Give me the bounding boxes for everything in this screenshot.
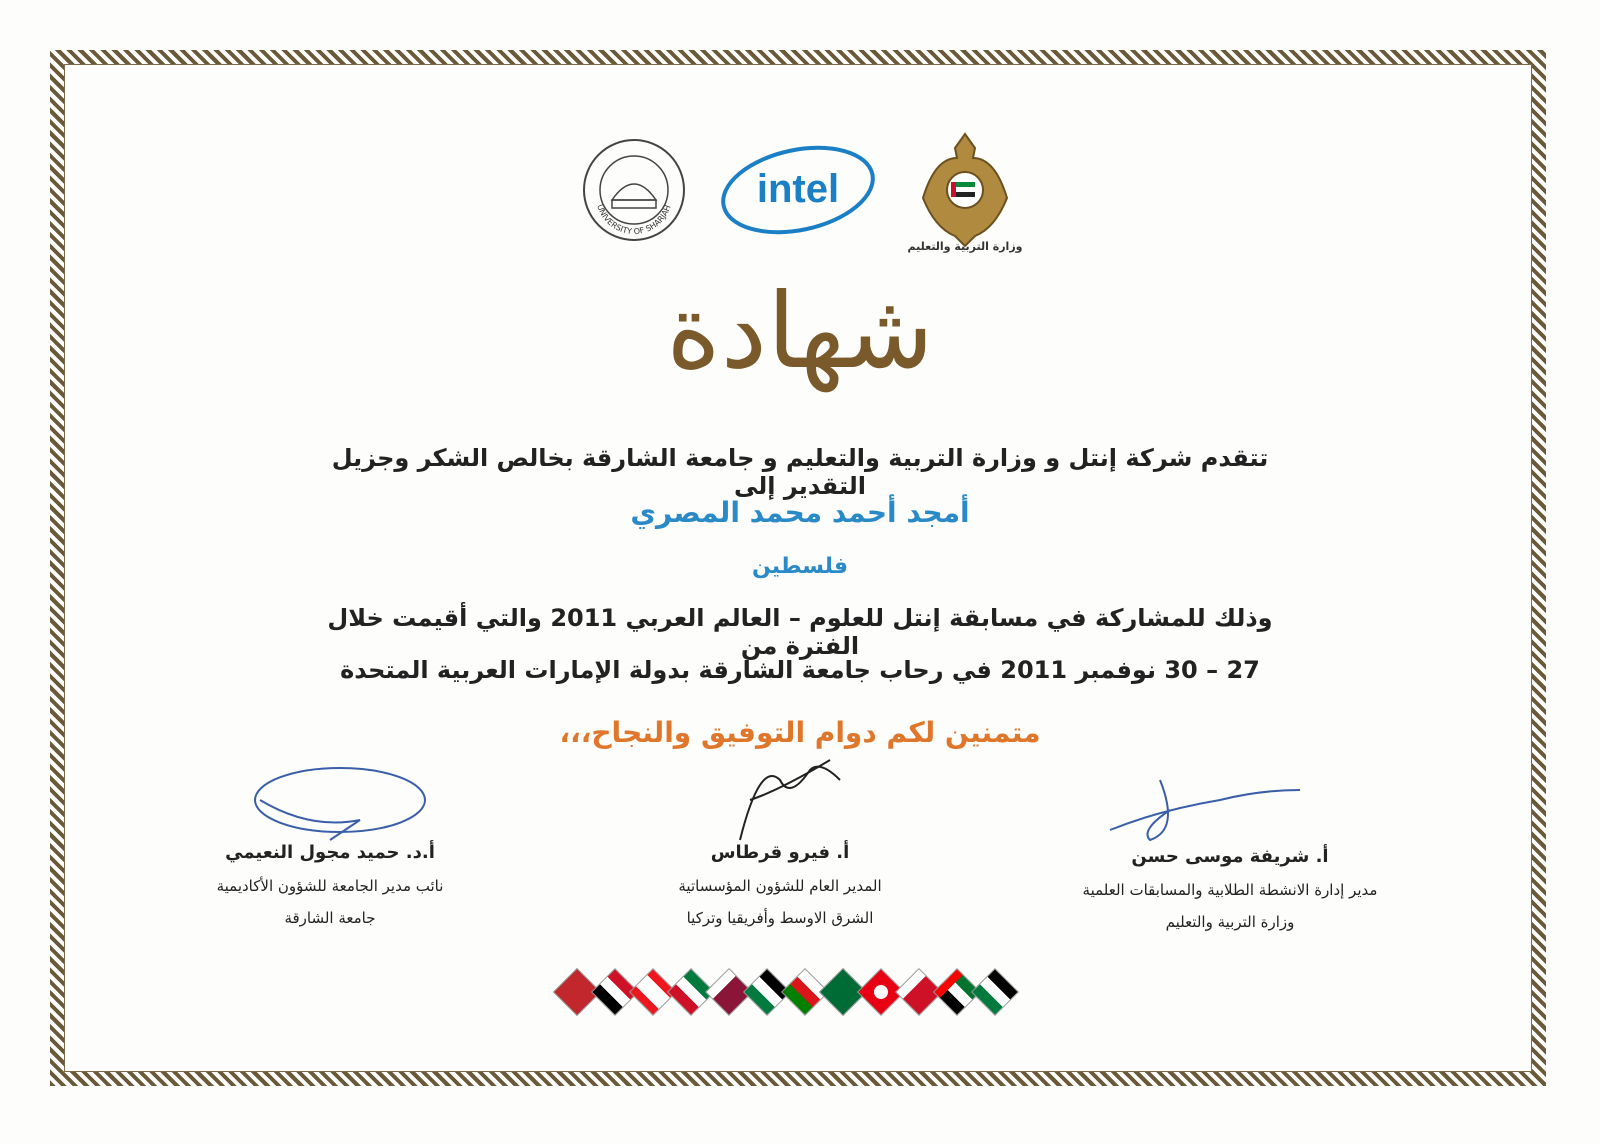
signatory-name: أ. فيرو قرطاس bbox=[710, 842, 850, 863]
jordan-flag-icon bbox=[971, 968, 1019, 1016]
intel-wordmark: intel bbox=[756, 167, 840, 211]
signatory-name: أ.د. حميد مجول النعيمي bbox=[225, 842, 435, 863]
date-location-line: 27 – 30 نوفمبر 2011 في رحاب جامعة الشارقة بدولة الإمارات العربية المتحدة bbox=[340, 656, 1260, 684]
recipient-name: أمجد أحمد محمد المصري bbox=[630, 496, 970, 529]
uae-eagle-emblem bbox=[915, 128, 1015, 256]
participation-line: وذلك للمشاركة في مسابقة إنتل للعلوم – العالم العربي 2011 والتي أقيمت خلال الفترة من bbox=[327, 604, 1273, 660]
intro-line: تتقدم شركة إنتل و وزارة التربية والتعليم و جامعة الشارقة بخالص الشكر وجزيل التقدير إلى bbox=[331, 444, 1269, 500]
signatory-role: نائب مدير الجامعة للشؤون الأكاديمية bbox=[216, 877, 444, 895]
signatory-right bbox=[1060, 846, 1400, 931]
signatory-left bbox=[160, 842, 500, 927]
intel-logo bbox=[718, 140, 878, 240]
signature-center bbox=[720, 740, 860, 850]
recipient-country: فلسطين bbox=[752, 554, 848, 579]
signatory-name: أ. شريفة موسى حسن bbox=[1131, 846, 1329, 867]
signature-left bbox=[240, 760, 440, 850]
signature-right bbox=[1100, 770, 1320, 850]
signatory-org: الشرق الاوسط وأفريقيا وتركيا bbox=[686, 909, 874, 927]
wishes-line: متمنين لكم دوام التوفيق والنجاح،،، bbox=[559, 716, 1041, 749]
ministry-caption: وزارة التربية والتعليم bbox=[907, 240, 1023, 253]
signatory-role: المدير العام للشؤون المؤسساتية bbox=[678, 877, 882, 895]
university-logo-text: UNIVERSITY OF SHARJAH bbox=[595, 203, 673, 237]
arab-flags-row bbox=[560, 975, 1040, 1015]
signatory-org: جامعة الشارقة bbox=[284, 909, 376, 927]
certificate-title: شهادة bbox=[666, 270, 934, 392]
signatory-org: وزارة التربية والتعليم bbox=[1165, 913, 1295, 931]
signatory-role: مدير إدارة الانشطة الطلابية والمسابقات العلمية bbox=[1082, 881, 1378, 899]
university-of-sharjah-seal bbox=[582, 138, 686, 242]
signatory-center bbox=[610, 842, 950, 927]
